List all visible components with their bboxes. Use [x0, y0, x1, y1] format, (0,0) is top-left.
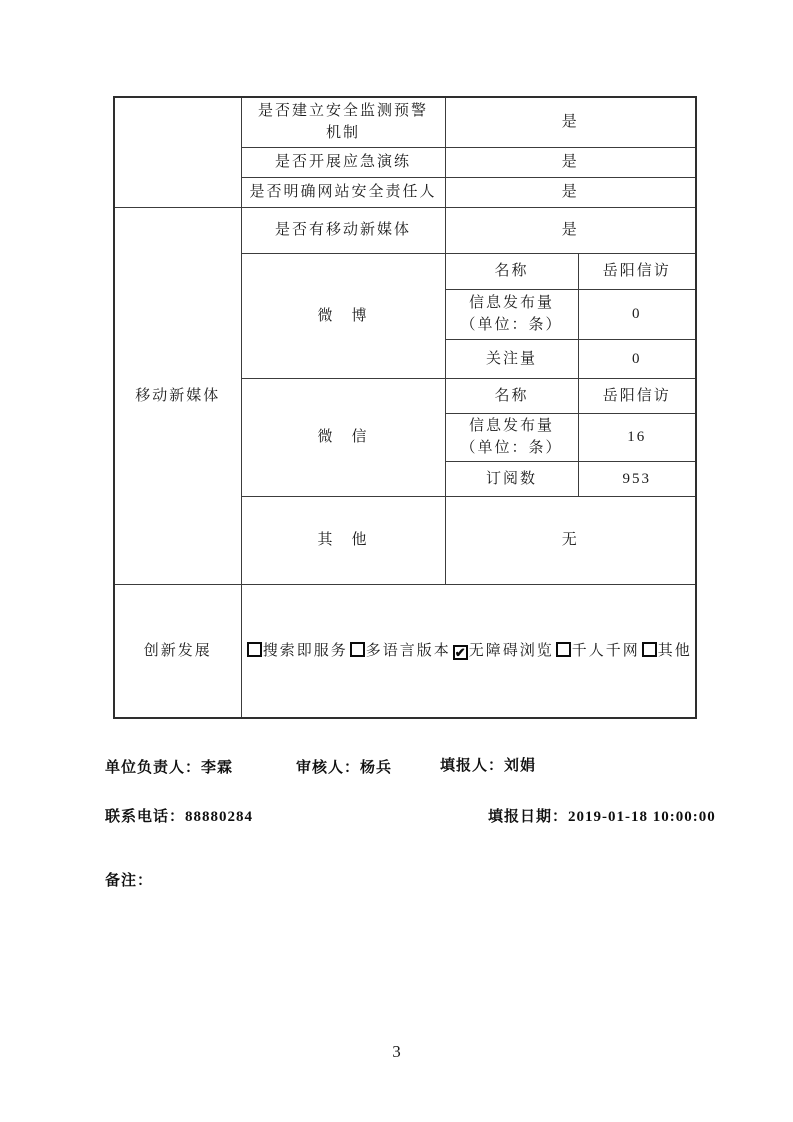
label-weibo: 微 博: [241, 253, 445, 378]
value-security-monitor-mechanism: 是: [445, 97, 696, 147]
label-weibo-name: 名称: [445, 253, 578, 289]
label-line: 是否建立安全监测预警: [257, 103, 428, 120]
value-security-officer: 是: [445, 177, 696, 207]
unit-leader-label: 单位负责人：: [105, 760, 202, 776]
label-line: （单位：条）: [460, 440, 563, 456]
label-line: 信息发布量: [468, 295, 554, 311]
category-cell-mobile-media: 移动新媒体: [114, 207, 241, 584]
label-other-media: 其 他: [241, 496, 445, 584]
label-weibo-followers: 关注量: [445, 339, 578, 378]
remarks-field: [105, 869, 153, 890]
innovation-option-label: 无障碍浏览: [468, 642, 554, 659]
innovation-option-label: 其他: [657, 642, 692, 659]
value-other-media: 无: [445, 496, 696, 584]
value-wechat-posts: 16: [578, 413, 696, 461]
value-weibo-name: 岳阳信访: [578, 253, 696, 289]
value-weibo-followers: 0: [578, 339, 696, 378]
value-wechat-subscribers: 953: [578, 461, 696, 496]
page-number: 3: [392, 1042, 401, 1061]
label-security-monitor-mechanism: [241, 97, 445, 147]
table-row: [114, 584, 696, 718]
reporter-label: 填报人：: [440, 758, 505, 774]
label-weibo-posts: [445, 289, 578, 339]
value-emergency-drill: 是: [445, 147, 696, 177]
auditor-label: 审核人：: [296, 760, 361, 776]
unit-leader-field: [105, 756, 233, 777]
reporter-value: 刘娟: [504, 758, 537, 774]
label-wechat-name: 名称: [445, 378, 578, 413]
innovation-options: [241, 584, 696, 718]
category-cell-innovation: 创新发展: [114, 584, 241, 718]
table-row: [114, 207, 696, 253]
category-cell-blank: [114, 97, 241, 207]
checkbox-unchecked-icon[interactable]: [556, 642, 571, 657]
phone-label: 联系电话：: [105, 809, 186, 825]
label-emergency-drill: 是否开展应急演练: [241, 147, 445, 177]
label-security-officer: 是否明确网站安全责任人: [241, 177, 445, 207]
checkbox-unchecked-icon[interactable]: [642, 642, 657, 657]
table-row: [114, 97, 696, 147]
reporter-field: [440, 754, 536, 775]
checkbox-checked-icon[interactable]: ✔: [454, 644, 468, 660]
phone-value: 88880284: [185, 809, 254, 825]
remarks-label: 备注：: [105, 873, 154, 889]
value-weibo-posts: 0: [578, 289, 696, 339]
label-wechat: 微 信: [241, 378, 445, 496]
label-wechat-subscribers: 订阅数: [445, 461, 578, 496]
report-table: [113, 96, 697, 719]
label-has-mobile-media: 是否有移动新媒体: [241, 207, 445, 253]
unit-leader-value: 李霖: [201, 760, 234, 776]
report-date-value: 2019-01-18 10:00:00: [568, 809, 716, 825]
checkbox-unchecked-icon[interactable]: [350, 642, 365, 657]
checkbox-unchecked-icon[interactable]: [247, 642, 262, 657]
auditor-field: [296, 756, 392, 777]
auditor-value: 杨兵: [360, 760, 393, 776]
label-line: （单位：条）: [460, 317, 563, 333]
label-line: 信息发布量: [468, 418, 554, 434]
phone-field: [105, 805, 253, 826]
report-date-field: [488, 805, 716, 826]
value-has-mobile-media: 是: [445, 207, 696, 253]
value-wechat-name: 岳阳信访: [578, 378, 696, 413]
report-date-label: 填报日期：: [488, 809, 569, 825]
innovation-option-label: 搜索即服务: [262, 642, 348, 659]
label-line: 机制: [325, 125, 360, 142]
label-wechat-posts: [445, 413, 578, 461]
innovation-option-label: 多语言版本: [365, 642, 451, 659]
innovation-option-label: 千人千网: [571, 642, 640, 659]
